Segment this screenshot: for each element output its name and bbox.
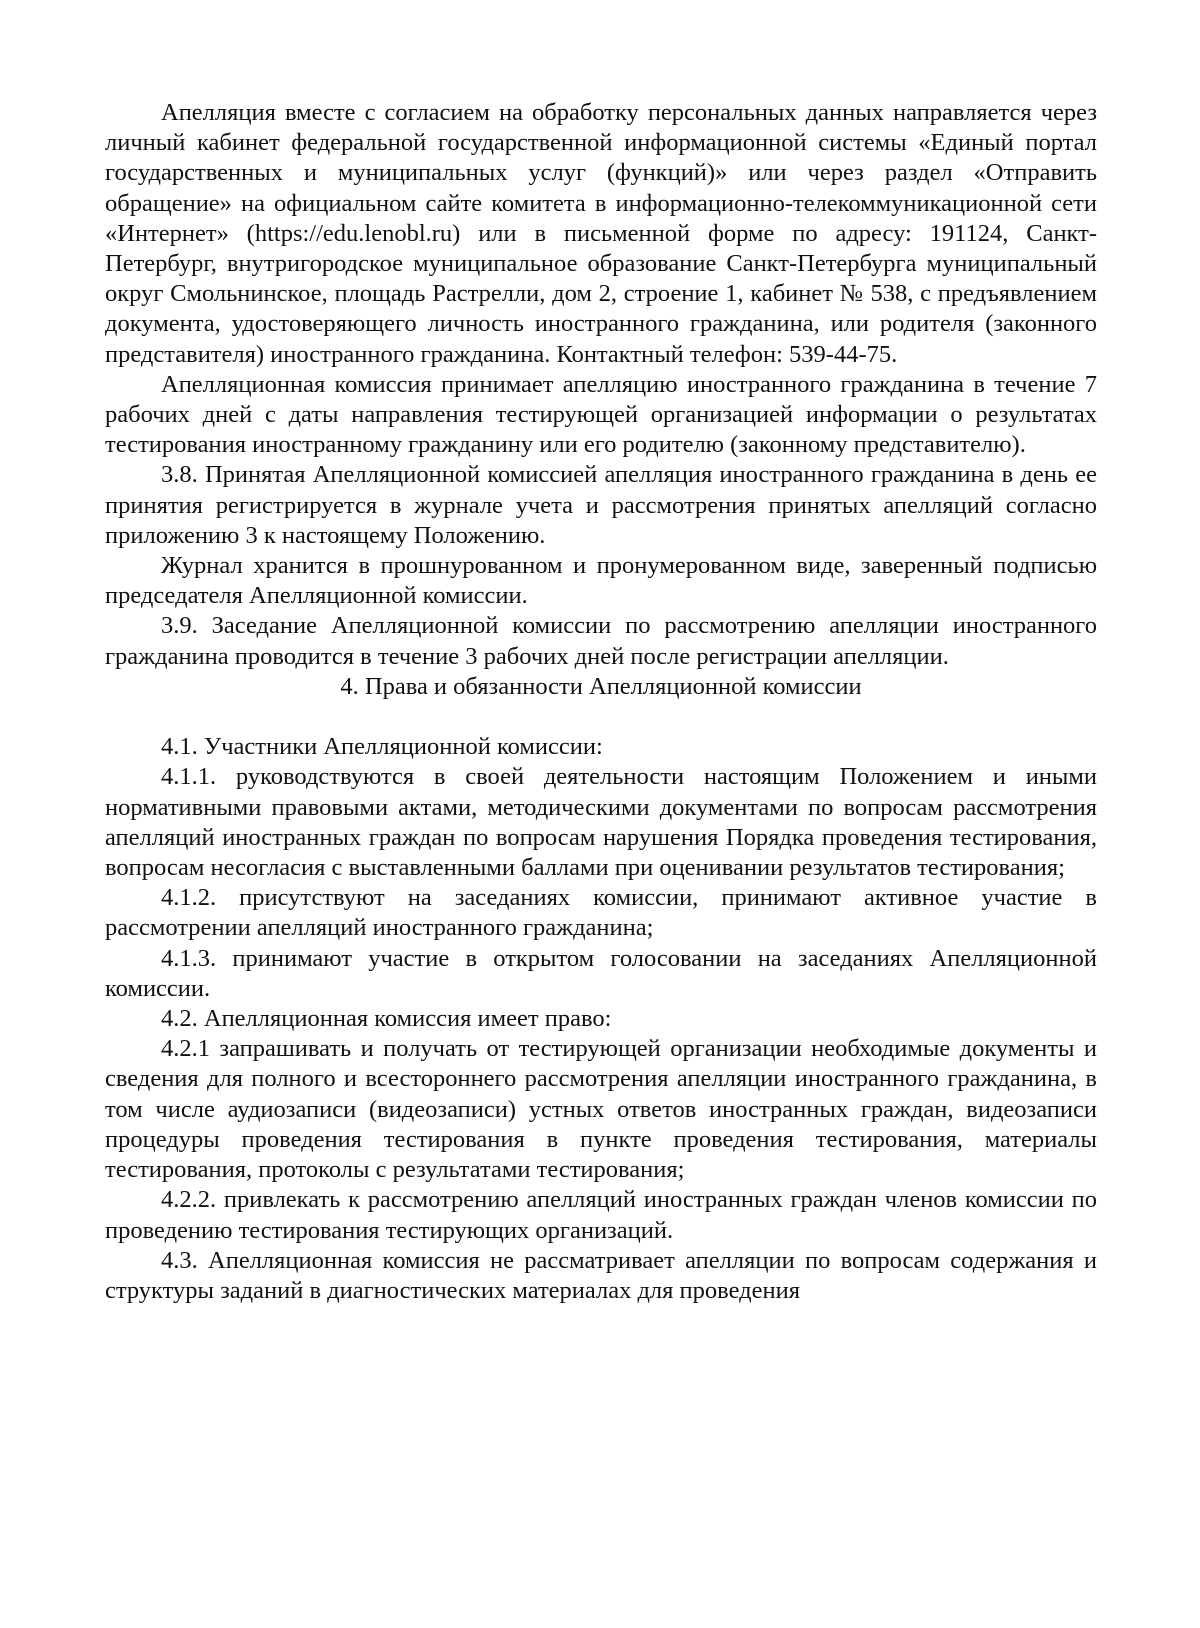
paragraph-4-1-1: 4.1.1. руководствуются в своей деятельности настоящим Положением и иными нормативными правовыми актами, методическими документами по вопросам рассмотрения апелляций иностранных граждан по вопросам нарушения Порядка проведения тестирования, вопросам несогласия с выставленными баллами при оценивании результатов тестирования; (105, 763, 1097, 882)
paragraph-4-2: 4.2. Апелляционная комиссия имеет право: (161, 1005, 612, 1033)
paragraph-appeal-acceptance: Апелляционная комиссия принимает апелляцию иностранного гражданина в течение 7 рабочих дней с даты направления тестирующей организацией информации о результатах тестирования иностранному гражданину или его родителю (законному представителю). (105, 370, 1097, 459)
document-page (105, 98, 1097, 1306)
paragraph-3-9: 3.9. Заседание Апелляционной комиссии по рассмотрению апелляции иностранного гражданина проводится в течение 3 рабочих дней после регистрации апелляции. (105, 612, 1097, 670)
paragraph-4-1-2: 4.1.2. присутствуют на заседаниях комиссии, принимают активное участие в рассмотрении апелляций иностранного гражданина; (105, 884, 1097, 942)
paragraph-4-1-3: 4.1.3. принимают участие в открытом голосовании на заседаниях Апелляционной комиссии. (105, 944, 1097, 1002)
paragraph-journal: Журнал хранится в прошнурованном и пронумерованном виде, заверенный подписью председателя Апелляционной комиссии. (105, 552, 1097, 610)
paragraph-4-2-1: 4.2.1 запрашивать и получать от тестирующей организации необходимые документы и сведения для полного и всестороннего рассмотрения апелляции иностранного гражданина, в том числе аудиозаписи (видеозаписи) устных ответов иностранных граждан, видеозаписи процедуры проведения тестирования в пункте проведения тестирования, материалы тестирования, протоколы с результатами тестирования; (105, 1035, 1097, 1184)
paragraph-4-3: 4.3. Апелляционная комиссия не рассматривает апелляции по вопросам содержания и структуры заданий в диагностических материалах для проведения (105, 1246, 1097, 1304)
section-heading: 4. Права и обязанности Апелляционной комиссии (340, 672, 862, 700)
paragraph-appeal-submission: Апелляция вместе с согласием на обработку персональных данных направляется через личный кабинет федеральной государственной информационной системы «Единый портал государственных и муниципальных услуг (функций)» или через раздел «Отправить обращение» на официальном сайте комитета в информационно-телекоммуникационной сети «Интернет» (https://edu.lenobl.ru) или в письменной форме по адресу: 191124, Санкт-Петербург, внутригородское муниципальное образование Санкт-Петербурга муниципальный округ Смольнинское, площадь Растрелли, дом 2, строение 1, кабинет № 538, с предъявлением документа, удостоверяющего личность иностранного гражданина, или родителя (законного представителя) иностранного гражданина. Контактный телефон: 539-44-75. (105, 99, 1097, 368)
paragraph-4-1: 4.1. Участники Апелляционной комиссии: (161, 733, 603, 761)
paragraph-4-2-2: 4.2.2. привлекать к рассмотрению апелляций иностранных граждан членов комиссии по проведению тестирования тестирующих организаций. (105, 1186, 1097, 1244)
paragraph-3-8: 3.8. Принятая Апелляционной комиссией апелляция иностранного гражданина в день ее принятия регистрируется в журнале учета и рассмотрения принятых апелляций согласно приложению 3 к настоящему Положению. (105, 461, 1097, 549)
